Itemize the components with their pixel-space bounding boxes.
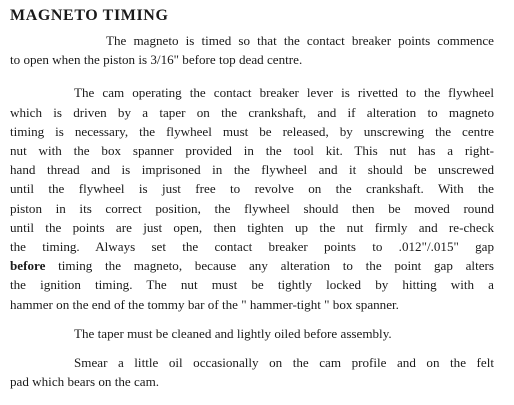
text-line: piston in its correct position, the flywheel should then be moved round — [10, 200, 494, 216]
paragraph-oil — [10, 353, 494, 391]
text-line: timing is necessary, the flywheel must be released, by unscrewing the centre — [10, 123, 494, 139]
text-line: the ignition timing. The nut must be tightly locked by hitting with a — [10, 277, 494, 293]
bold-word: before — [10, 258, 46, 274]
text-line: Smear a little oil occasionally on the cam profile and on the felt — [74, 355, 494, 371]
text-line: which is driven by a taper on the crankshaft, and if alteration to magneto — [10, 104, 494, 120]
text-line: hand thread and is imprisoned in the flywheel and it should be unscrewed — [10, 162, 494, 178]
text-line: pad which bears on the cam. — [10, 374, 160, 390]
text-line-rest: timing the magneto, because any alteration to the point gap alters — [58, 258, 494, 274]
text-line: the timing. Always set the contact breaker points to .012"/.015" gap — [10, 239, 494, 255]
section-heading: MAGNETO TIMING — [10, 7, 169, 24]
text-line-with-bold — [10, 256, 494, 275]
paragraph-cam — [10, 83, 494, 313]
text-line: The cam operating the contact breaker lever is rivetted to the flywheel — [74, 85, 494, 101]
text-line: nut with the box spanner provided in the tool kit. This nut has a right- — [10, 143, 494, 159]
text-line: hammer on the end of the tommy bar of the " hammer-tight " box spanner. — [10, 296, 399, 312]
paragraph-taper — [10, 324, 494, 343]
text-line: until the flywheel is just free to revolve on the crankshaft. With the — [10, 181, 494, 197]
text-line: to open when the piston is 3/16" before top dead centre. — [10, 52, 303, 68]
text-line: The taper must be cleaned and lightly oiled before assembly. — [74, 325, 392, 341]
text-line: until the points are just open, then tighten up the nut firmly and re-check — [10, 219, 494, 235]
text-line: The magneto is timed so that the contact breaker points commence — [106, 33, 494, 48]
paragraph-timing — [10, 31, 494, 69]
